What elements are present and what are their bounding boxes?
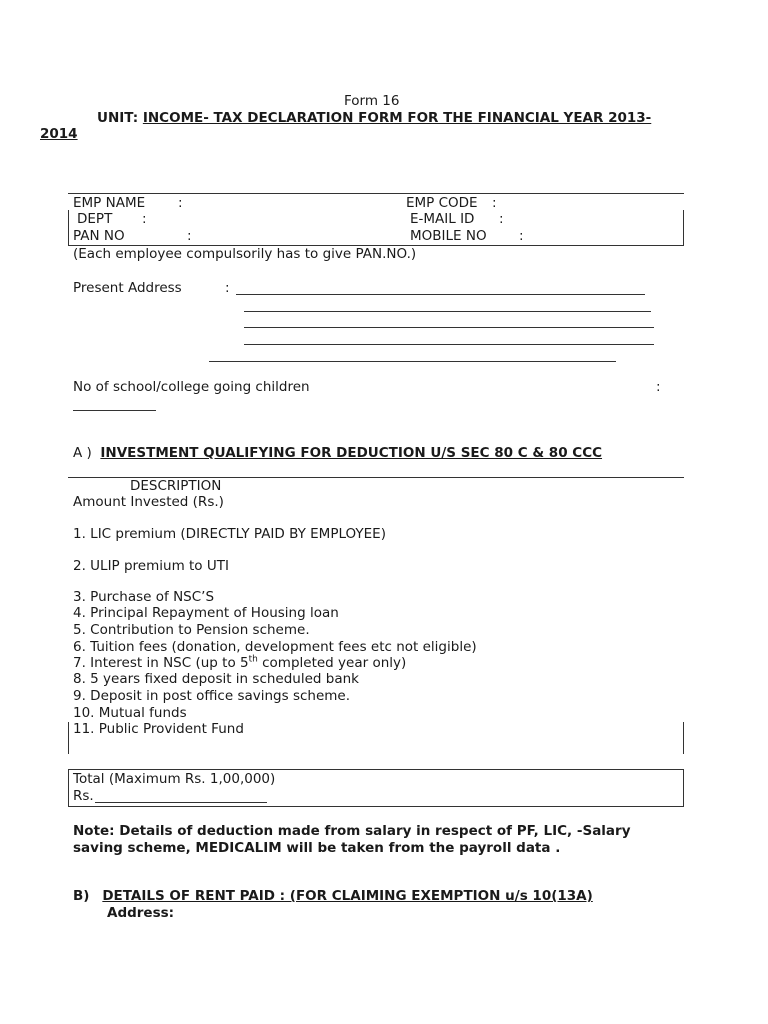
pan-label: PAN NO bbox=[73, 228, 125, 244]
children-count-label: No of school/college going children bbox=[73, 379, 310, 395]
note-line2: saving scheme, MEDICALIM will be taken from the payroll data . bbox=[73, 840, 561, 856]
form-title-line2: 2014 bbox=[40, 126, 78, 142]
column-description: DESCRIPTION bbox=[130, 478, 222, 494]
section-b-title: DETAILS OF RENT PAID : (FOR CLAIMING EXEMPTION u/s 10(13A) bbox=[102, 888, 593, 904]
children-count-blank bbox=[73, 410, 156, 411]
email-colon: : bbox=[499, 211, 504, 227]
address-blank-line bbox=[209, 361, 616, 362]
list-item: 1. LIC premium (DIRECTLY PAID BY EMPLOYEE) bbox=[73, 526, 386, 542]
emp-code-label: EMP CODE bbox=[406, 195, 478, 211]
total-label: Total (Maximum Rs. 1,00,000) bbox=[73, 771, 276, 787]
section-b-address-label: Address: bbox=[107, 905, 175, 921]
list-item: 11. Public Provident Fund bbox=[73, 721, 244, 737]
emp-box-left-border bbox=[68, 210, 69, 245]
emp-name-colon: : bbox=[178, 195, 183, 211]
list-item: 5. Contribution to Pension scheme. bbox=[73, 622, 310, 638]
address-blank-line bbox=[236, 294, 645, 295]
pan-colon: : bbox=[187, 228, 192, 244]
children-count-colon: : bbox=[656, 379, 661, 395]
section-a-heading bbox=[73, 445, 602, 461]
dept-colon: : bbox=[142, 211, 147, 227]
emp-code-colon: : bbox=[492, 195, 497, 211]
section-b-prefix: B) bbox=[73, 888, 90, 904]
section-a-box-left bbox=[68, 722, 69, 754]
section-a-title: INVESTMENT QUALIFYING FOR DEDUCTION U/S SEC 80 C & 80 CCC bbox=[100, 445, 603, 461]
list-item: 10. Mutual funds bbox=[73, 705, 187, 721]
note-line1: Note: Details of deduction made from salary in respect of PF, LIC, -Salary bbox=[73, 823, 631, 839]
present-address-label: Present Address bbox=[73, 280, 182, 296]
address-blank-line bbox=[244, 311, 651, 312]
form-number: Form 16 bbox=[344, 93, 400, 109]
emp-name-label: EMP NAME bbox=[73, 195, 146, 211]
emp-box-top-border bbox=[68, 193, 684, 194]
address-blank-line bbox=[244, 327, 654, 328]
list-item: 6. Tuition fees (donation, development fees etc not eligible) bbox=[73, 639, 477, 655]
mobile-label: MOBILE NO bbox=[410, 228, 487, 244]
mobile-colon: : bbox=[519, 228, 524, 244]
section-b-heading bbox=[73, 888, 593, 904]
column-amount-invested: Amount Invested (Rs.) bbox=[73, 494, 224, 510]
list-item: 4. Principal Repayment of Housing loan bbox=[73, 605, 339, 621]
total-rs-label: Rs. bbox=[73, 788, 94, 804]
list-item bbox=[73, 655, 406, 671]
dept-label: DEPT bbox=[77, 211, 113, 227]
item7-text: 7. Interest in NSC (up to 5 bbox=[73, 655, 249, 671]
list-item: 8. 5 years fixed deposit in scheduled bank bbox=[73, 671, 359, 687]
pan-note: (Each employee compulsorily has to give PAN.NO.) bbox=[73, 246, 417, 262]
item7-tail: completed year only) bbox=[257, 655, 407, 671]
present-address-colon: : bbox=[225, 280, 230, 296]
list-item: 2. ULIP premium to UTI bbox=[73, 558, 229, 574]
total-amount-blank bbox=[95, 802, 267, 803]
list-item: 9. Deposit in post office savings scheme. bbox=[73, 688, 351, 704]
section-a-box-right bbox=[683, 722, 684, 754]
email-label: E-MAIL ID bbox=[410, 211, 475, 227]
item7-superscript: th bbox=[248, 654, 258, 665]
form-title-line1 bbox=[97, 110, 651, 126]
form-title-text: INCOME- TAX DECLARATION FORM FOR THE FINANCIAL YEAR 2013- bbox=[142, 110, 652, 126]
address-blank-line bbox=[244, 344, 654, 345]
emp-box-right-border bbox=[683, 210, 684, 245]
unit-label: UNIT: bbox=[97, 110, 143, 126]
section-a-prefix: A ) bbox=[73, 445, 92, 461]
list-item: 3. Purchase of NSC’S bbox=[73, 589, 215, 605]
